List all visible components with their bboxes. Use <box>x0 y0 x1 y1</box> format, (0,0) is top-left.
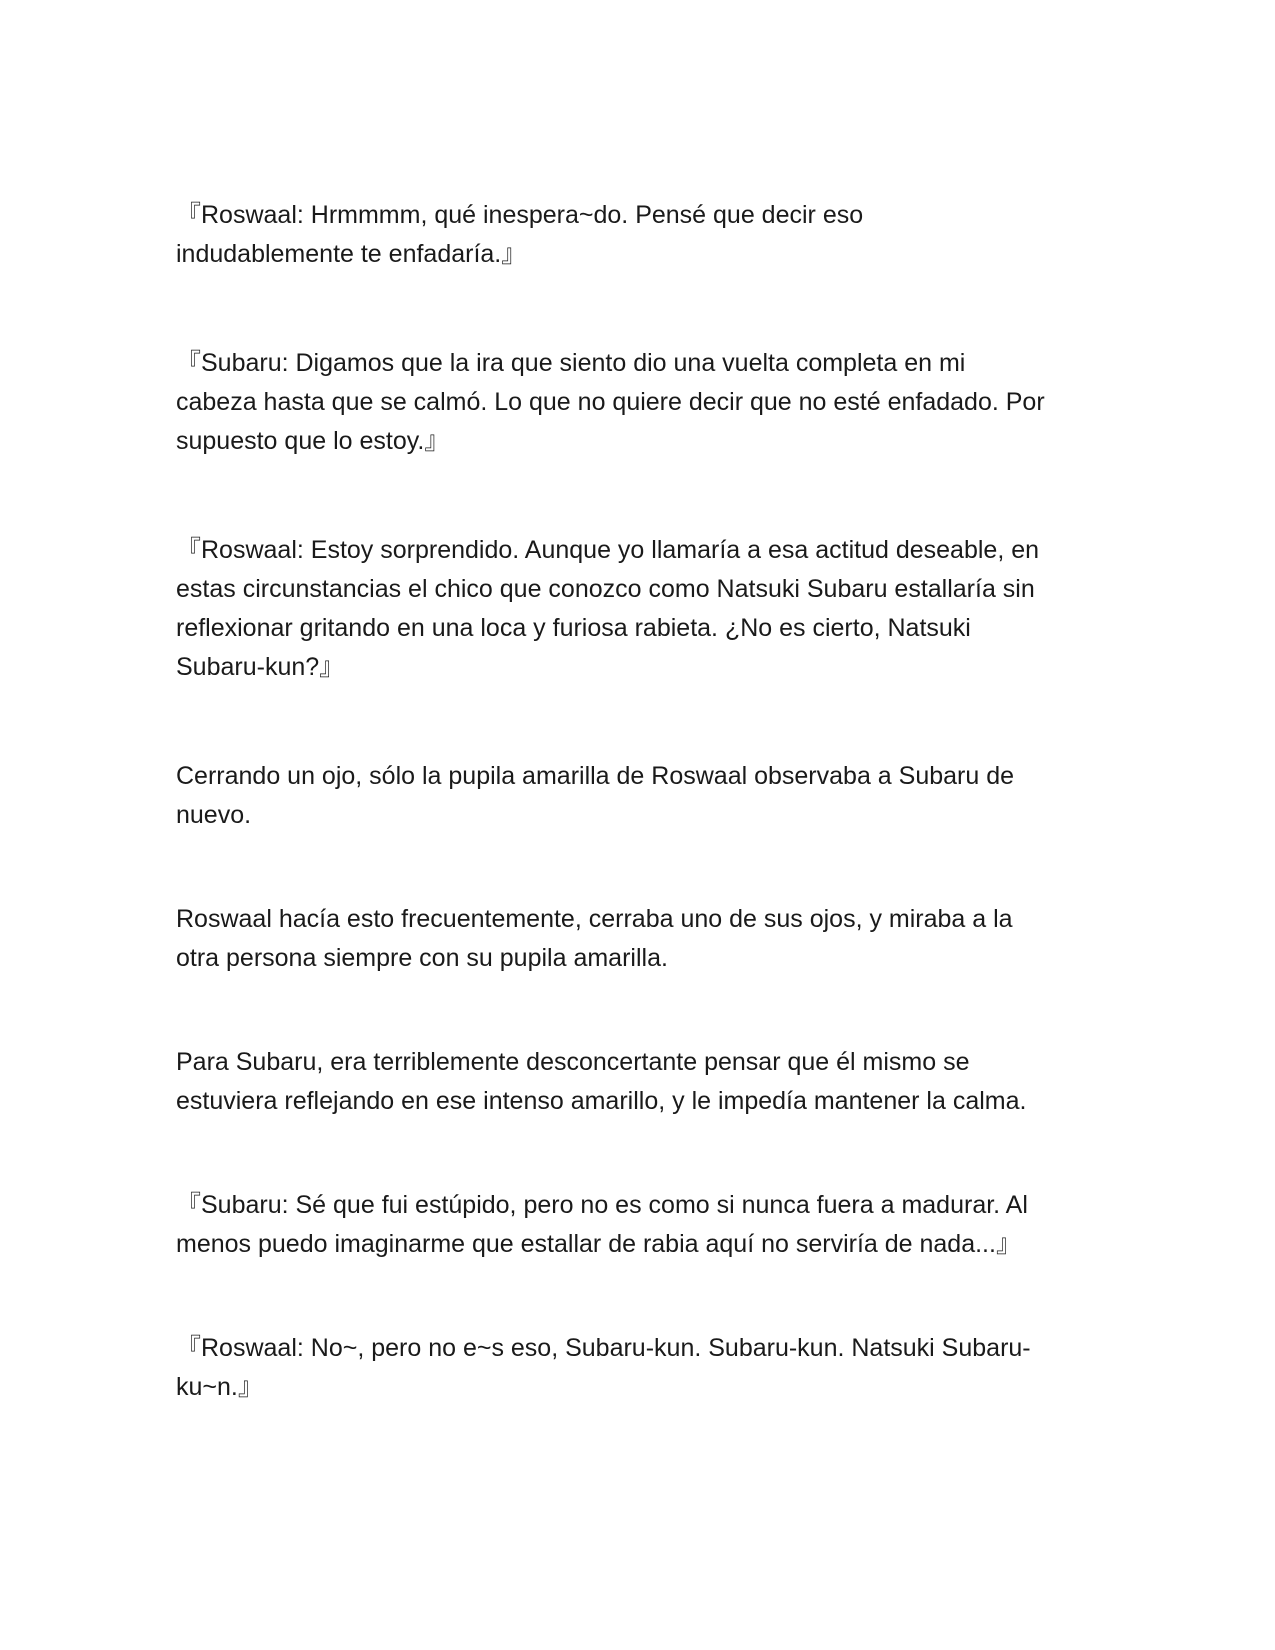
narration-paragraph-1: Cerrando un ojo, sólo la pupila amarilla de Roswaal observaba a Subaru de nuevo. <box>176 762 1015 829</box>
narration-paragraph-2: Roswaal hacía esto frecuentemente, cerraba uno de sus ojos, y miraba a la otra persona siempre con su pupila amarilla. <box>176 905 1013 972</box>
dialogue-paragraph-roswaal-2: 『Roswaal: Estoy sorprendido. Aunque yo llamaría a esa actitud deseable, en estas circunstancias el chico que conozco como Natsuki Subaru estallaría sin reflexionar gritando en una loca y furiosa rabieta. ¿No es cierto, Natsuki Subaru-kun?』 <box>176 536 1040 681</box>
dialogue-paragraph-roswaal-1: 『Roswaal: Hrmmmm, qué inespera~do. Pensé que decir eso indudablemente te enfadaría.』 <box>176 201 864 268</box>
dialogue-paragraph-roswaal-3: 『Roswaal: No~, pero no e~s eso, Subaru-kun. Subaru-kun. Natsuki Subaru- ku~n.』 <box>176 1334 1031 1401</box>
narration-paragraph-3: Para Subaru, era terriblemente desconcertante pensar que él mismo se estuviera reflejando en ese intenso amarillo, y le impedía mantener la calma. <box>176 1048 1027 1115</box>
document-body <box>176 196 1096 1407</box>
dialogue-paragraph-subaru-1: 『Subaru: Digamos que la ira que siento dio una vuelta completa en mi cabeza hasta que se calmó. Lo que no quiere decir que no esté enfadado. Por supuesto que lo estoy.』 <box>176 349 1045 455</box>
dialogue-paragraph-subaru-2: 『Subaru: Sé que fui estúpido, pero no es como si nunca fuera a madurar. Al menos puedo imaginarme que estallar de rabia aquí no serviría de nada...』 <box>176 1191 1028 1258</box>
